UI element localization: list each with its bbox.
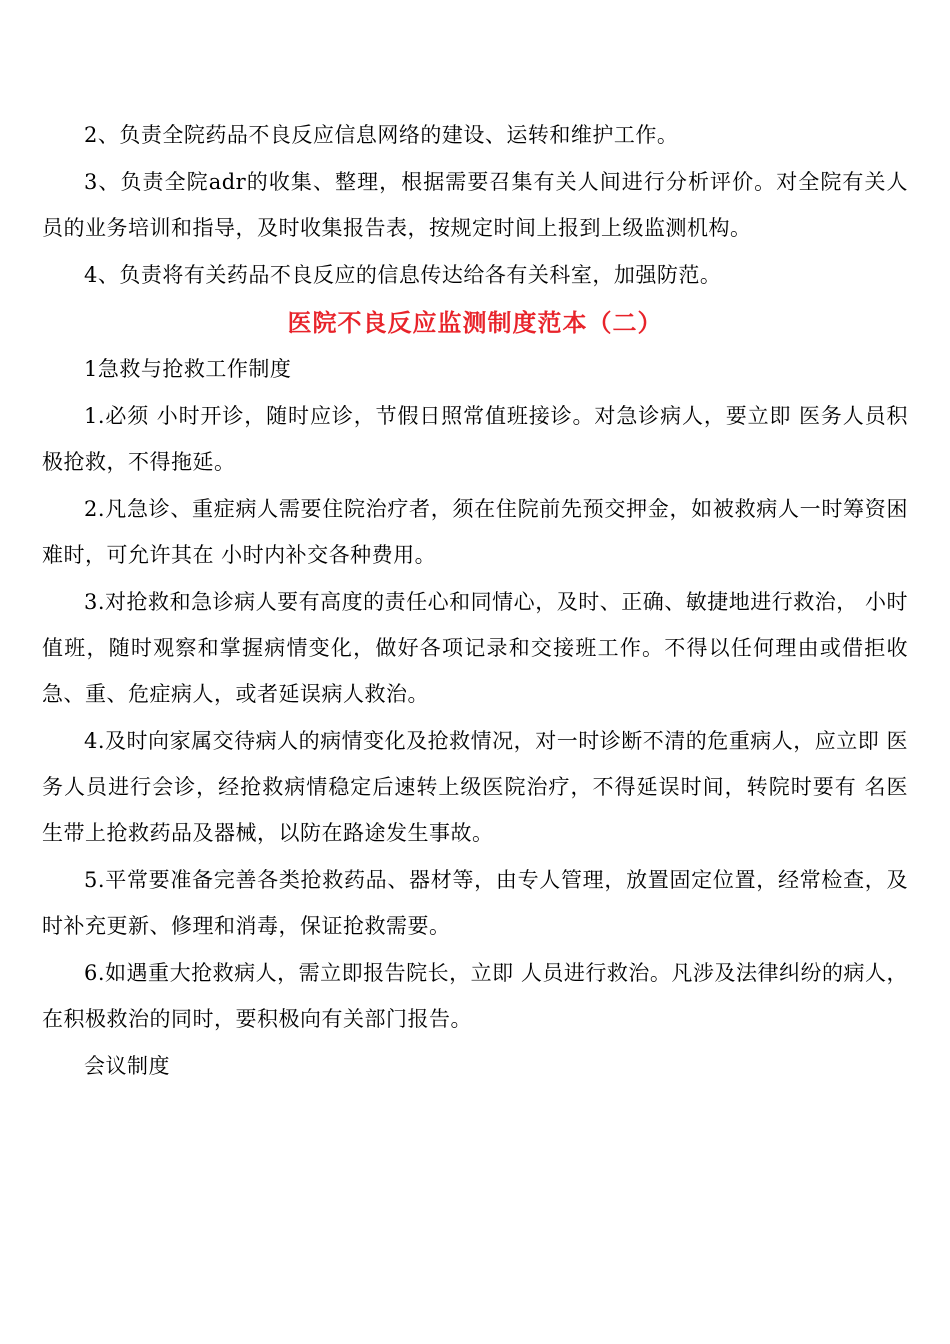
- paragraph-3: 3、负责全院adr的收集、整理，根据需要召集有关人间进行分析评价。对全院有关人员的业务培训和指导，及时收集报告表，按规定时间上报到上级监测机构。: [42, 170, 908, 240]
- rule-1: 1.必须 小时开诊，随时应诊，节假日照常值班接诊。对急诊病人，要立即 医务人员积极抢救，不得拖延。: [42, 404, 908, 474]
- rule-4: 4.及时向家属交待病人的病情变化及抢救情况，对一时诊断不清的危重病人，应立即 医务人员进行会诊，经抢救病情稳定后速转上级医院治疗，不得延误时间，转院时要有 名医生带上抢救药品及器械，以防在路途发生事故。: [42, 729, 908, 845]
- paragraph-2: 2、负责全院药品不良反应信息网络的建设、运转和维护工作。: [84, 123, 679, 147]
- paragraph-4: 4、负责将有关药品不良反应的信息传达给各有关科室，加强防范。: [84, 263, 722, 287]
- rule-3: 3.对抢救和急诊病人要有高度的责任心和同情心，及时、正确、敏捷地进行救治， 小时值班，随时观察和掌握病情变化，做好各项记录和交接班工作。不得以任何理由或借拒收急、重、危症病人，或者延误病人救治。: [42, 590, 908, 706]
- subsection-title: 1急救与抢救工作制度: [84, 357, 292, 381]
- section-title: 医院不良反应监测制度范本（二）: [287, 309, 663, 337]
- document-page: [42, 112, 908, 1089]
- rule-6: 6.如遇重大抢救病人，需立即报告院长，立即 人员进行救治。凡涉及法律纠纷的病人，在积极救治的同时，要积极向有关部门报告。: [42, 961, 908, 1031]
- closing-title: 会议制度: [84, 1054, 170, 1078]
- rule-5: 5.平常要准备完善各类抢救药品、器材等，由专人管理，放置固定位置，经常检查，及时补充更新、修理和消毒，保证抢救需要。: [42, 868, 908, 938]
- rule-2: 2.凡急诊、重症病人需要住院治疗者，须在住院前先预交押金，如被救病人一时筹资困难时，可允许其在 小时内补交各种费用。: [42, 497, 908, 567]
